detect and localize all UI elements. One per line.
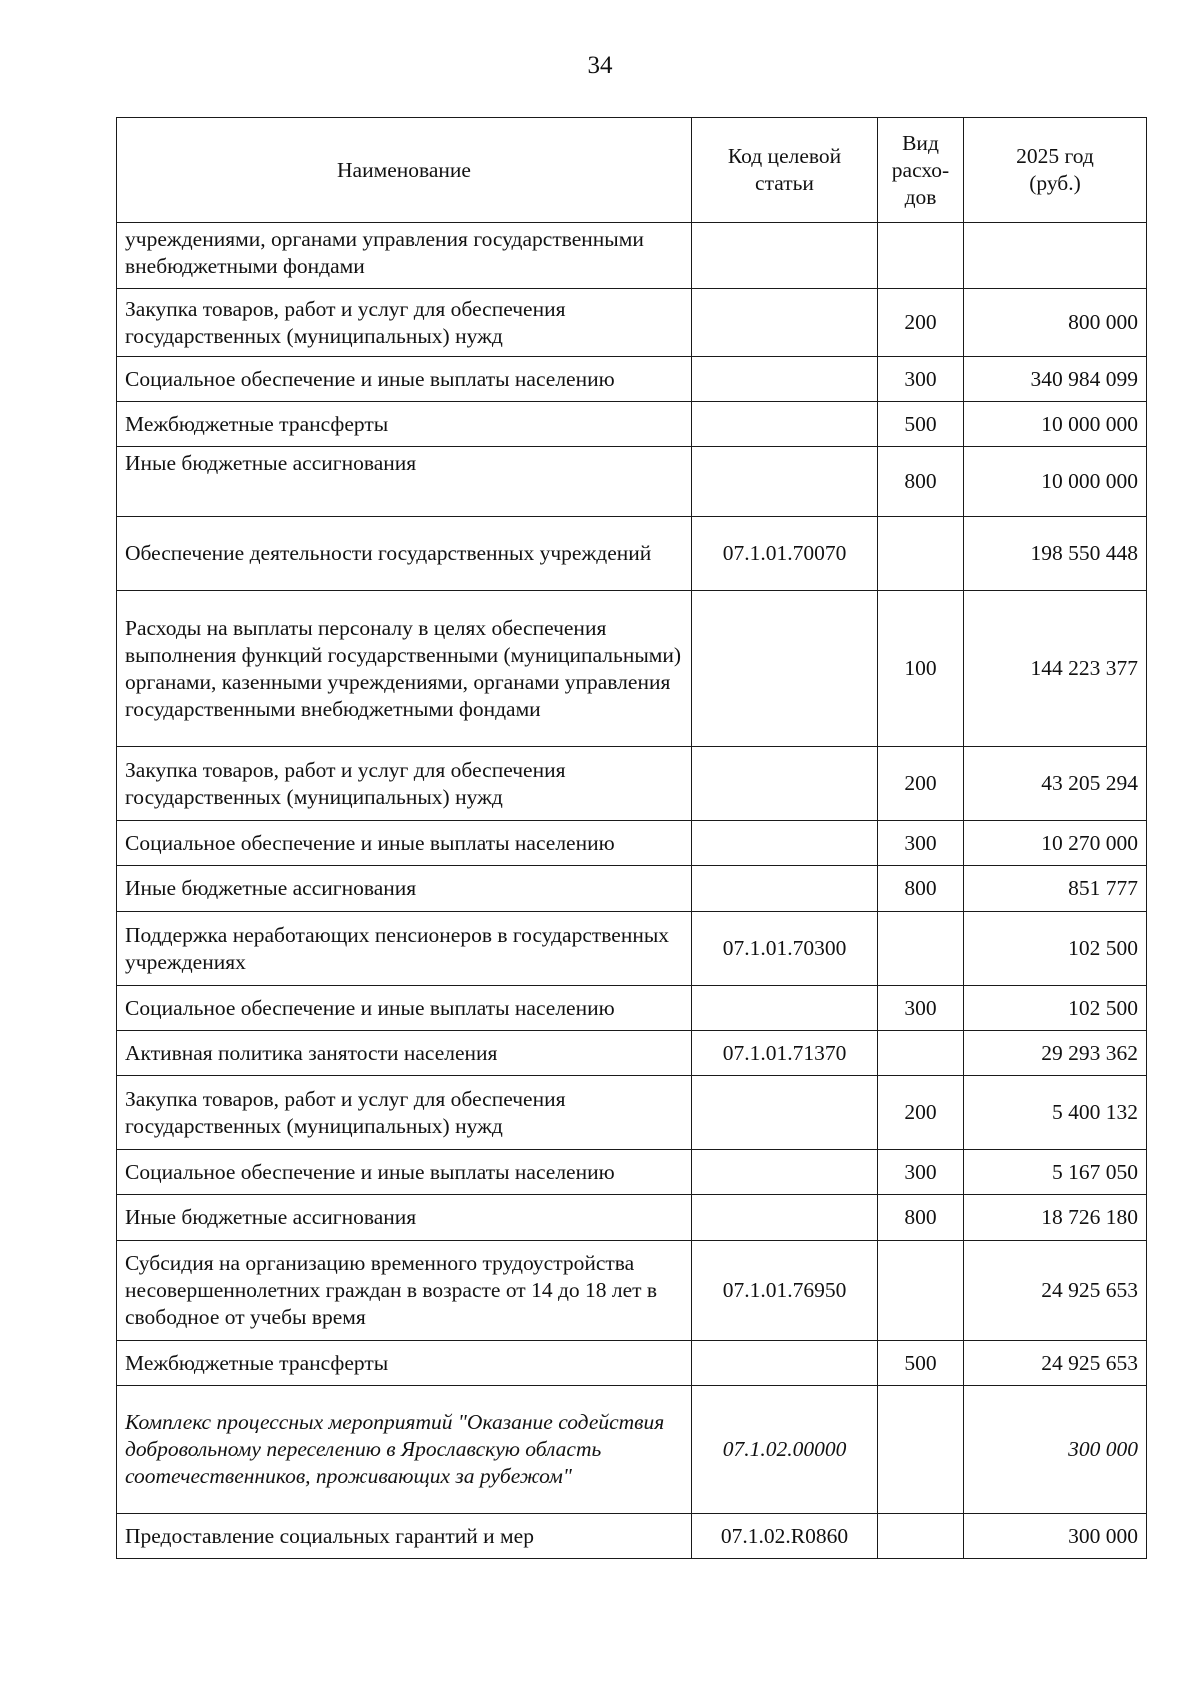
row-amount-cell: 5 400 132 xyxy=(964,1076,1147,1150)
row-amount-cell: 29 293 362 xyxy=(964,1031,1147,1076)
row-name-cell: учреждениями, органами управления государственными внебюджетными фондами xyxy=(117,223,692,289)
table-row xyxy=(117,289,1147,357)
row-name-cell: Субсидия на организацию временного трудоустройства несовершеннолетних граждан в возрасте от 14 до 18 лет в свободное от учебы время xyxy=(117,1241,692,1341)
row-code-cell: 07.1.02.00000 xyxy=(692,1386,878,1514)
row-type-cell: 300 xyxy=(878,357,964,402)
row-amount-cell: 198 550 448 xyxy=(964,517,1147,591)
row-code-cell: 07.1.01.70300 xyxy=(692,912,878,986)
row-type-cell: 800 xyxy=(878,866,964,912)
table-body xyxy=(117,223,1147,1559)
table-row xyxy=(117,1150,1147,1195)
table-row xyxy=(117,986,1147,1031)
table-row xyxy=(117,912,1147,986)
row-type-cell xyxy=(878,912,964,986)
row-code-cell xyxy=(692,447,878,517)
table-row xyxy=(117,1031,1147,1076)
row-amount-cell: 43 205 294 xyxy=(964,747,1147,821)
header-name: Наименование xyxy=(117,118,692,223)
row-amount-cell: 300 000 xyxy=(964,1386,1147,1514)
table-row xyxy=(117,1076,1147,1150)
row-type-cell xyxy=(878,223,964,289)
header-type xyxy=(878,118,964,223)
row-name-cell: Иные бюджетные ассигнования xyxy=(117,447,692,517)
row-type-cell: 800 xyxy=(878,1195,964,1241)
row-amount-cell: 102 500 xyxy=(964,986,1147,1031)
table-row xyxy=(117,1341,1147,1386)
table-row xyxy=(117,517,1147,591)
table-header-row xyxy=(117,118,1147,223)
row-type-cell: 200 xyxy=(878,289,964,357)
table-row xyxy=(117,1514,1147,1559)
row-name-cell: Социальное обеспечение и иные выплаты населению xyxy=(117,357,692,402)
row-name-cell: Межбюджетные трансферты xyxy=(117,1341,692,1386)
row-amount-cell: 102 500 xyxy=(964,912,1147,986)
row-name-cell: Расходы на выплаты персоналу в целях обеспечения выполнения функций государственными (муниципальными) органами, казенными учреждениями, органами управления государственными внебюджетными фондами xyxy=(117,591,692,747)
header-type-line3: дов xyxy=(904,184,937,209)
row-code-cell xyxy=(692,747,878,821)
row-type-cell xyxy=(878,1386,964,1514)
row-type-cell: 200 xyxy=(878,747,964,821)
header-type-line2: расхо- xyxy=(891,157,950,182)
header-amount-line1: 2025 год xyxy=(1016,144,1094,168)
row-amount-cell: 10 000 000 xyxy=(964,447,1147,517)
row-code-cell: 07.1.01.70070 xyxy=(692,517,878,591)
table-row xyxy=(117,223,1147,289)
header-code xyxy=(692,118,878,223)
header-code-line2: статьи xyxy=(755,171,814,195)
row-name-cell: Предоставление социальных гарантий и мер xyxy=(117,1514,692,1559)
row-name-cell: Социальное обеспечение и иные выплаты населению xyxy=(117,821,692,866)
row-type-cell xyxy=(878,1031,964,1076)
row-name-cell: Закупка товаров, работ и услуг для обеспечения государственных (муниципальных) нужд xyxy=(117,747,692,821)
row-name-cell: Закупка товаров, работ и услуг для обеспечения государственных (муниципальных) нужд xyxy=(117,1076,692,1150)
row-code-cell xyxy=(692,821,878,866)
table-row xyxy=(117,402,1147,447)
row-type-cell xyxy=(878,517,964,591)
row-type-cell: 500 xyxy=(878,402,964,447)
row-code-cell xyxy=(692,357,878,402)
row-amount-cell: 800 000 xyxy=(964,289,1147,357)
table-row xyxy=(117,591,1147,747)
header-code-line1: Код целевой xyxy=(727,144,842,168)
row-type-cell: 300 xyxy=(878,1150,964,1195)
row-code-cell xyxy=(692,591,878,747)
row-amount-cell: 851 777 xyxy=(964,866,1147,912)
row-name-cell: Закупка товаров, работ и услуг для обеспечения государственных (муниципальных) нужд xyxy=(117,289,692,357)
row-code-cell xyxy=(692,223,878,289)
row-code-cell xyxy=(692,866,878,912)
row-amount-cell: 340 984 099 xyxy=(964,357,1147,402)
row-type-cell: 800 xyxy=(878,447,964,517)
row-name-cell: Комплекс процессных мероприятий "Оказание содействия добровольному переселению в Ярославскую область соотечественников, проживающих за рубежом" xyxy=(117,1386,692,1514)
page-number: 34 xyxy=(587,52,613,79)
row-amount-cell: 24 925 653 xyxy=(964,1341,1147,1386)
row-code-cell xyxy=(692,289,878,357)
table-row xyxy=(117,447,1147,517)
row-type-cell: 200 xyxy=(878,1076,964,1150)
row-code-cell xyxy=(692,1076,878,1150)
row-code-cell xyxy=(692,986,878,1031)
row-type-cell: 100 xyxy=(878,591,964,747)
row-name-cell: Иные бюджетные ассигнования xyxy=(117,1195,692,1241)
row-type-cell: 300 xyxy=(878,986,964,1031)
row-name-cell: Социальное обеспечение и иные выплаты населению xyxy=(117,986,692,1031)
row-name-cell: Межбюджетные трансферты xyxy=(117,402,692,447)
row-amount-cell: 300 000 xyxy=(964,1514,1147,1559)
row-code-cell xyxy=(692,1150,878,1195)
row-name-cell: Иные бюджетные ассигнования xyxy=(117,866,692,912)
header-type-line1: Вид xyxy=(902,130,939,155)
table-row xyxy=(117,1241,1147,1341)
row-type-cell xyxy=(878,1514,964,1559)
row-code-cell: 07.1.01.71370 xyxy=(692,1031,878,1076)
row-amount-cell: 10 000 000 xyxy=(964,402,1147,447)
table-row xyxy=(117,1386,1147,1514)
row-name-cell: Поддержка неработающих пенсионеров в государственных учреждениях xyxy=(117,912,692,986)
row-name-cell: Активная политика занятости населения xyxy=(117,1031,692,1076)
row-amount-cell: 10 270 000 xyxy=(964,821,1147,866)
row-name-cell: Обеспечение деятельности государственных учреждений xyxy=(117,517,692,591)
row-amount-cell: 144 223 377 xyxy=(964,591,1147,747)
row-code-cell xyxy=(692,402,878,447)
table-row xyxy=(117,1195,1147,1241)
row-amount-cell: 24 925 653 xyxy=(964,1241,1147,1341)
row-amount-cell: 5 167 050 xyxy=(964,1150,1147,1195)
table-row xyxy=(117,866,1147,912)
row-type-cell xyxy=(878,1241,964,1341)
row-type-cell: 300 xyxy=(878,821,964,866)
row-code-cell xyxy=(692,1341,878,1386)
row-amount-cell xyxy=(964,223,1147,289)
row-amount-cell: 18 726 180 xyxy=(964,1195,1147,1241)
table-row xyxy=(117,821,1147,866)
row-name-cell: Социальное обеспечение и иные выплаты населению xyxy=(117,1150,692,1195)
row-type-cell: 500 xyxy=(878,1341,964,1386)
budget-table xyxy=(116,117,1147,1559)
header-amount xyxy=(964,118,1147,223)
row-code-cell: 07.1.01.76950 xyxy=(692,1241,878,1341)
row-code-cell: 07.1.02.R0860 xyxy=(692,1514,878,1559)
header-amount-line2: (руб.) xyxy=(1029,171,1081,195)
row-code-cell xyxy=(692,1195,878,1241)
table-row xyxy=(117,357,1147,402)
table-row xyxy=(117,747,1147,821)
